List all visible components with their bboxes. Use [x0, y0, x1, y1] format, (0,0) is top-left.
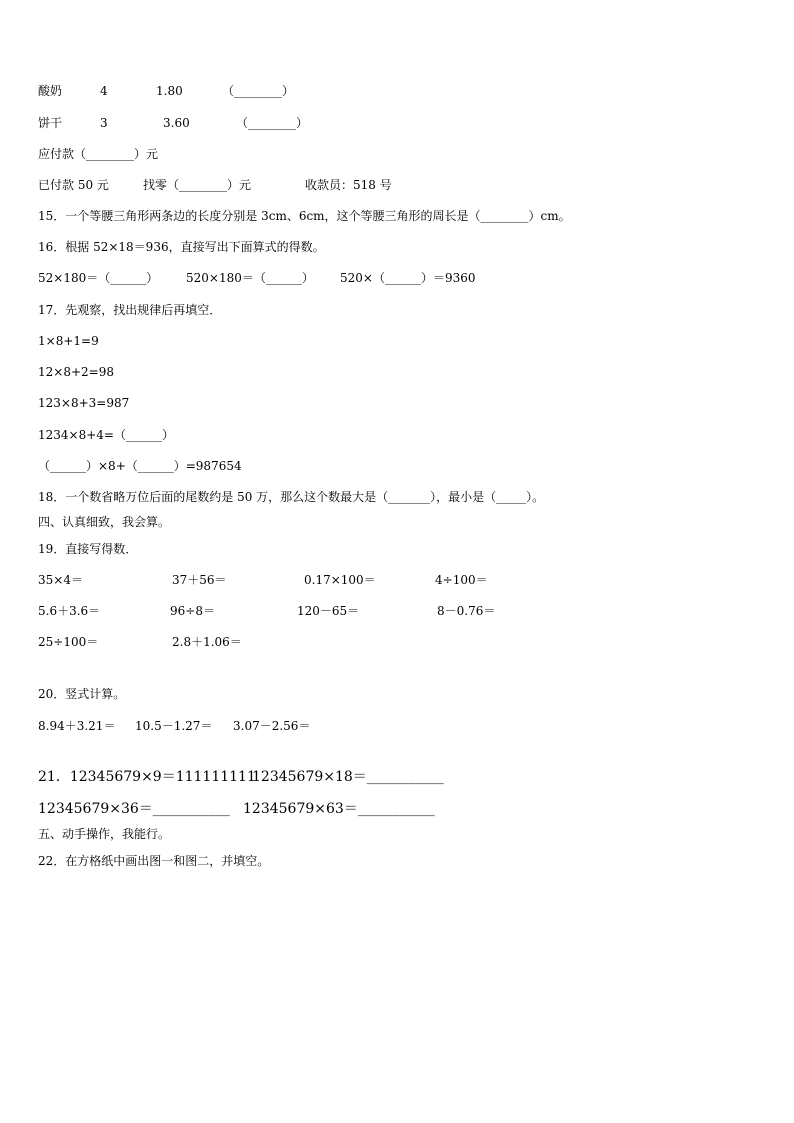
- question-16-item[interactable]: 520×180＝（______）: [186, 271, 314, 285]
- question-16-item[interactable]: 52×180＝（______）: [38, 271, 159, 285]
- question-17-line[interactable]: （______）×8+（______）=987654: [38, 459, 242, 473]
- question-17-line: 1×8+1=9: [38, 334, 99, 348]
- receipt-item-qty: 3: [100, 116, 108, 130]
- receipt-change[interactable]: 找零（________）元: [143, 178, 252, 192]
- arith-item: 2.8＋1.06＝: [172, 635, 242, 649]
- question-21-blank[interactable]: 12345679×63＝___________: [243, 801, 435, 817]
- arith-item: 25÷100＝: [38, 635, 99, 649]
- question-16-item[interactable]: 520×（______）＝9360: [340, 271, 476, 285]
- question-21-blank[interactable]: 12345679×18＝___________: [252, 769, 444, 785]
- receipt-item-name: 饼干: [38, 116, 63, 130]
- vertical-calc-item: 10.5－1.27＝: [135, 719, 213, 733]
- arith-item: 37＋56＝: [172, 573, 227, 587]
- arith-item: 5.6＋3.6＝: [38, 604, 101, 618]
- receipt-item-price: 1.80: [156, 84, 183, 98]
- arith-item: 0.17×100＝: [304, 573, 376, 587]
- question-16-text: 16．根据 52×18＝936，直接写出下面算式的得数。: [38, 240, 325, 254]
- vertical-calc-item: 8.94＋3.21＝: [38, 719, 116, 733]
- receipt-item-blank[interactable]: （________）: [222, 84, 295, 98]
- question-19-text: 19．直接写得数．: [38, 542, 138, 556]
- question-17-line: 123×8+3=987: [38, 396, 130, 410]
- arith-item: 35×4＝: [38, 573, 83, 587]
- question-15: 15．一个等腰三角形两条边的长度分别是 3cm、6cm，这个等腰三角形的周长是（________）cm。: [38, 209, 571, 223]
- receipt-cashier: 收款员：518 号: [305, 178, 392, 192]
- receipt-item-qty: 4: [100, 84, 108, 98]
- receipt-item-blank[interactable]: （________）: [236, 116, 309, 130]
- question-17-text: 17．先观察，找出规律后再填空．: [38, 303, 222, 317]
- question-17-line: 12×8+2=98: [38, 365, 114, 379]
- arith-item: 96÷8＝: [170, 604, 215, 618]
- question-17-line[interactable]: 1234×8+4=（______）: [38, 428, 174, 442]
- receipt-payable[interactable]: 应付款（________）元: [38, 147, 159, 161]
- receipt-item-name: 酸奶: [38, 84, 63, 98]
- question-18: 18．一个数省略万位后面的尾数约是 50 万，那么这个数最大是（_______），最小是（_____）。: [38, 490, 545, 504]
- section-4-heading: 四、认真细致，我会算。: [38, 515, 171, 529]
- vertical-calc-item: 3.07－2.56＝: [233, 719, 311, 733]
- question-20-text: 20．竖式计算。: [38, 687, 126, 701]
- arith-item: 120－65＝: [297, 604, 360, 618]
- receipt-item-price: 3.60: [163, 116, 190, 130]
- question-21-blank[interactable]: 12345679×36＝___________: [38, 801, 230, 817]
- question-21-given: 21．12345679×9＝111111111: [38, 769, 256, 785]
- arith-item: 4÷100＝: [435, 573, 488, 587]
- receipt-paid: 已付款 50 元: [38, 178, 109, 192]
- arith-item: 8－0.76＝: [437, 604, 496, 618]
- question-22: 22．在方格纸中画出图一和图二，并填空。: [38, 854, 270, 868]
- section-5-heading: 五、动手操作，我能行。: [38, 827, 171, 841]
